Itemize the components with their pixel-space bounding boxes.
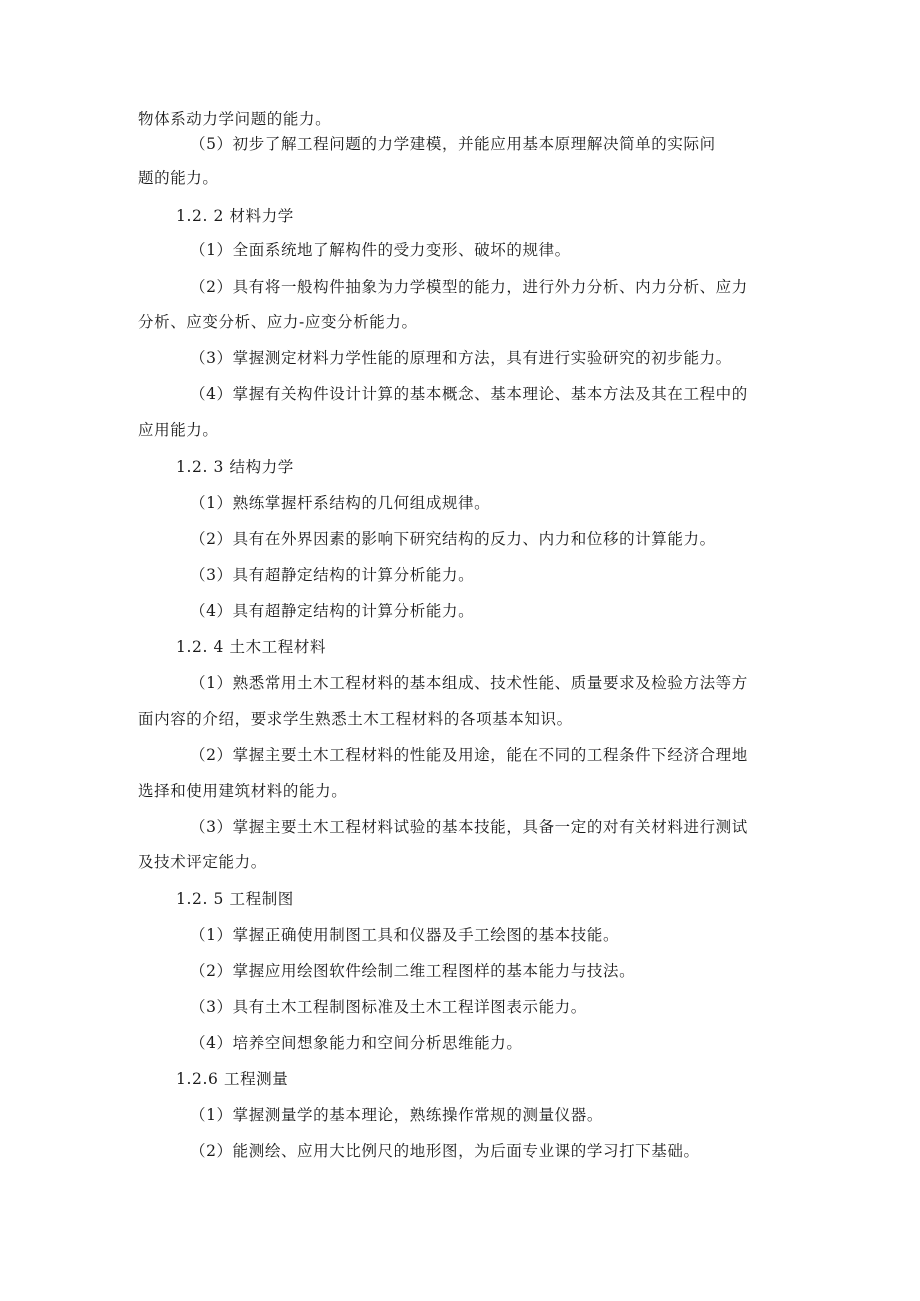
- section-heading: 1.2. 3 结构力学: [176, 458, 294, 476]
- text-line: （1）掌握测量学的基本理论，熟练操作常规的测量仪器。: [190, 1106, 603, 1124]
- text-line: （3）掌握测定材料力学性能的原理和方法，具有进行实验研究的初步能力。: [190, 349, 732, 367]
- text-line: （4）培养空间想象能力和空间分析思维能力。: [190, 1034, 523, 1052]
- text-line: 分析、应变分析、应力-应变分析能力。: [138, 313, 418, 331]
- text-line: （1）掌握正确使用制图工具和仪器及手工绘图的基本技能。: [190, 926, 620, 944]
- text-line: （1）熟悉常用土木工程材料的基本组成、技术性能、质量要求及检验方法等方: [190, 674, 748, 692]
- text-line: （2）掌握主要土木工程材料的性能及用途，能在不同的工程条件下经济合理地: [190, 746, 748, 764]
- text-line: 应用能力。: [138, 421, 219, 439]
- text-line: 选择和使用建筑材料的能力。: [138, 782, 348, 800]
- text-line: （1）全面系统地了解构件的受力变形、破坏的规律。: [190, 241, 571, 259]
- text-line: （1）熟练掌握杆系结构的几何组成规律。: [190, 494, 491, 512]
- text-line: （3）掌握主要土木工程材料试验的基本技能，具备一定的对有关材料进行测试: [190, 818, 748, 836]
- text-line: （4）具有超静定结构的计算分析能力。: [190, 602, 475, 620]
- text-line: （2）掌握应用绘图软件绘制二维工程图样的基本能力与技法。: [190, 962, 636, 980]
- text-line: （2）能测绘、应用大比例尺的地形图，为后面专业课的学习打下基础。: [190, 1142, 700, 1160]
- text-line: （3）具有土木工程制图标准及土木工程详图表示能力。: [190, 998, 587, 1016]
- text-line: （5）初步了解工程问题的力学建模，并能应用基本原理解决简单的实际问: [190, 135, 716, 153]
- text-line: 题的能力。: [138, 169, 219, 187]
- text-line: （4）掌握有关构件设计计算的基本概念、基本理论、基本方法及其在工程中的: [190, 385, 748, 403]
- text-line: 物体系动力学问题的能力。: [138, 110, 332, 128]
- text-line: 面内容的介绍，要求学生熟悉土木工程材料的各项基本知识。: [138, 710, 573, 728]
- text-line: （2）具有将一般构件抽象为力学模型的能力，进行外力分析、内力分析、应力: [190, 278, 748, 296]
- text-line: （3）具有超静定结构的计算分析能力。: [190, 566, 475, 584]
- section-heading: 1.2. 2 材料力学: [176, 207, 294, 225]
- section-heading: 1.2. 5 工程制图: [176, 890, 294, 908]
- text-line: （2）具有在外界因素的影响下研究结构的反力、内力和位移的计算能力。: [190, 530, 716, 548]
- text-line: 及技术评定能力。: [138, 853, 267, 871]
- section-heading: 1.2. 4 土木工程材料: [176, 638, 327, 656]
- section-heading: 1.2.6 工程测量: [176, 1070, 289, 1088]
